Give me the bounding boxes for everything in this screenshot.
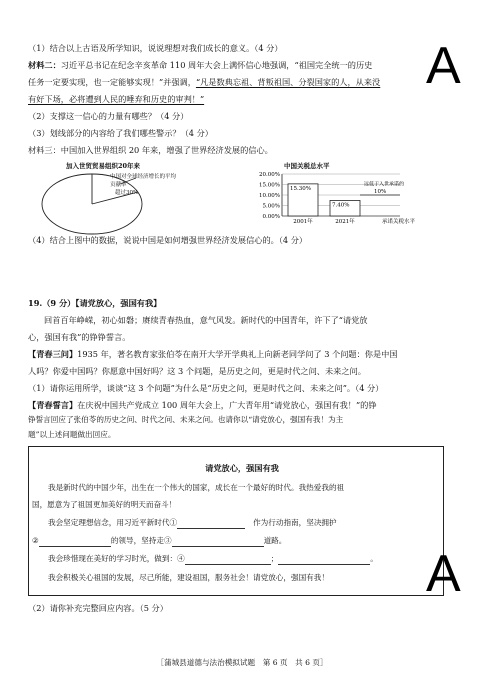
- bar-chart-title: 中国关税总水平: [284, 162, 330, 170]
- material-2-text: 习近平总书记在纪念辛亥革命 110 周年大会上满怀信心地强调，“祖国完全统一的历史: [60, 60, 373, 70]
- sanwen-label: 【青春三问】: [28, 349, 78, 359]
- q19-shiyan-2: 铮誓言回应了张伯苓的历史之问、时代之问、未来之问。也请你以“请党放心，强国有我！为主: [28, 415, 344, 424]
- box-line-6: 我会积极关心祖国的发展，尽己所能，建设祖国，服务社会！请党放心，强国有我！: [48, 573, 329, 582]
- box-line-5: [48, 553, 378, 565]
- y-tick-label: 20.00%: [259, 172, 280, 178]
- shiyan-text: 在庆祝中国共产党成立 100 周年大会上，广大青年用“请党放心，强国有我！”的铮: [77, 400, 377, 410]
- box-line-2: 国，愿意为了祖国更加美好的明天而奋斗！: [32, 500, 177, 509]
- side-letter-top: A: [426, 37, 461, 95]
- material-2-label: 材料二：: [28, 60, 61, 70]
- box-line-5-a: 我会珍惜现在美好的学习时光，做到：④: [48, 554, 185, 563]
- y-tick-label: 10.00%: [259, 193, 280, 199]
- question-1: （1）结合以上古语及所学知识，说说理想对我们成长的意义。（4 分）: [28, 43, 283, 53]
- q19-question-1: （1）请你运用所学，谈谈“这 3 个问题”为什么是“历史之问，更是时代之问、未来之问”。（4 分）: [28, 383, 384, 393]
- q19-sanwen-2: 人吗？你爱中国吗？你愿意中国好吗？这 3 个问题，是历史之问，更是时代之问、未来之问。: [28, 366, 366, 376]
- reference-label: 10%: [374, 189, 387, 195]
- y-tick-label: 5.00%: [262, 203, 280, 210]
- material-3: 材料三：中国加入世界组织 20 年来，增强了世界经济发展的信心。: [28, 145, 273, 155]
- pie-label-3: 超过30%: [115, 190, 139, 196]
- blank-4a[interactable]: [185, 554, 271, 565]
- box-line-3: [48, 517, 337, 529]
- box-line-4-a: ②: [32, 536, 39, 545]
- reference-note: 远低于入世承诺的: [364, 181, 405, 188]
- material-2-text-2a: 任务一定要实现，也一定能够实现！”并强调，: [28, 77, 196, 87]
- x-tick-label: 2001年: [293, 219, 313, 225]
- blank-1[interactable]: [177, 518, 245, 529]
- blank-4b[interactable]: [278, 554, 370, 565]
- q19-header: 19.（9 分）【请党放心，强国有我】: [28, 298, 162, 308]
- material-2-underlined-b: 有好下场，必将遭到人民的唾弃和历史的审判！”: [28, 94, 205, 104]
- y-tick-label: 15.00%: [259, 182, 280, 189]
- material-2-line-2: [28, 76, 380, 88]
- bar-data-label: 15.30%: [290, 185, 311, 192]
- box-line-4-c: 道路。: [263, 536, 287, 545]
- pie-label-2: 贡献率: [110, 182, 127, 188]
- box-line-1: 我是新时代的中国少年，出生在一个伟大的国家，成长在一个最好的时代。我热爱我的祖: [48, 483, 345, 492]
- y-tick-label: 0.00%: [262, 214, 280, 220]
- box-line-4: [32, 535, 286, 547]
- bar-data-label: 7.40%: [332, 202, 350, 209]
- q19-sanwen-1: [28, 348, 398, 360]
- blank-3[interactable]: [172, 536, 264, 547]
- q19-shiyan-1: [28, 399, 377, 411]
- q19-shiyan-3: 题”以上述问题做出回应。: [28, 430, 116, 439]
- blank-2[interactable]: [39, 536, 111, 547]
- box-line-4-b: 的领导，坚持走③: [110, 536, 172, 545]
- sanwen-text: 1935 年，著名教育家张伯苓在南开大学开学典礼上向新老同学问了 3 个问题：你是中国: [77, 349, 398, 359]
- question-2: （2）支撑这一信心的力量有哪些？（4 分）: [28, 111, 189, 121]
- page-footer: ［蒲城县道德与法治模拟试题 第 6 页 共 6 页］: [156, 658, 328, 667]
- question-2-bottom: （2）请你补充完整回应内容。（5 分）: [28, 603, 168, 613]
- box-line-3-b: 作为行动指南，坚决拥护: [253, 518, 337, 527]
- pie-label-1: 中国对全球经济增长的平均: [110, 174, 177, 180]
- q19-para-2: 心，强国有我”的铮铮誓言。: [28, 332, 131, 342]
- side-letter-bottom: A: [426, 545, 461, 603]
- x-extra-label: 承诺关税水平: [382, 219, 416, 225]
- x-tick-label: 2021年: [335, 219, 355, 225]
- box-line-5-b: ；: [270, 554, 279, 563]
- question-3: （3）划线部分的内容给了我们哪些警示？（4 分）: [28, 128, 213, 138]
- answer-box-title: 请党放心，强国有我: [205, 463, 279, 473]
- material-2-underlined-a: “凡是数典忘祖、背叛祖国、分裂国家的人，从来没: [195, 77, 381, 87]
- bar-chart: [242, 168, 452, 230]
- shiyan-label: 【青春誓言】: [28, 400, 78, 410]
- question-4: （4）结合上图中的数据，说说中国是如何增强世界经济发展信心的。（4 分）: [28, 235, 308, 245]
- pie-title: 加入世贸贸易组织20年来: [66, 162, 141, 170]
- q19-para-1: 回首百年峥嵘，初心如磐；赓续青春热血，意气风发。新时代的中国青年，许下了“请党放: [44, 315, 368, 325]
- material-2-line-1: [28, 59, 372, 71]
- box-line-5-c: 。: [370, 554, 378, 563]
- box-line-3-a: 我会坚定理想信念，用习近平新时代①: [48, 518, 178, 527]
